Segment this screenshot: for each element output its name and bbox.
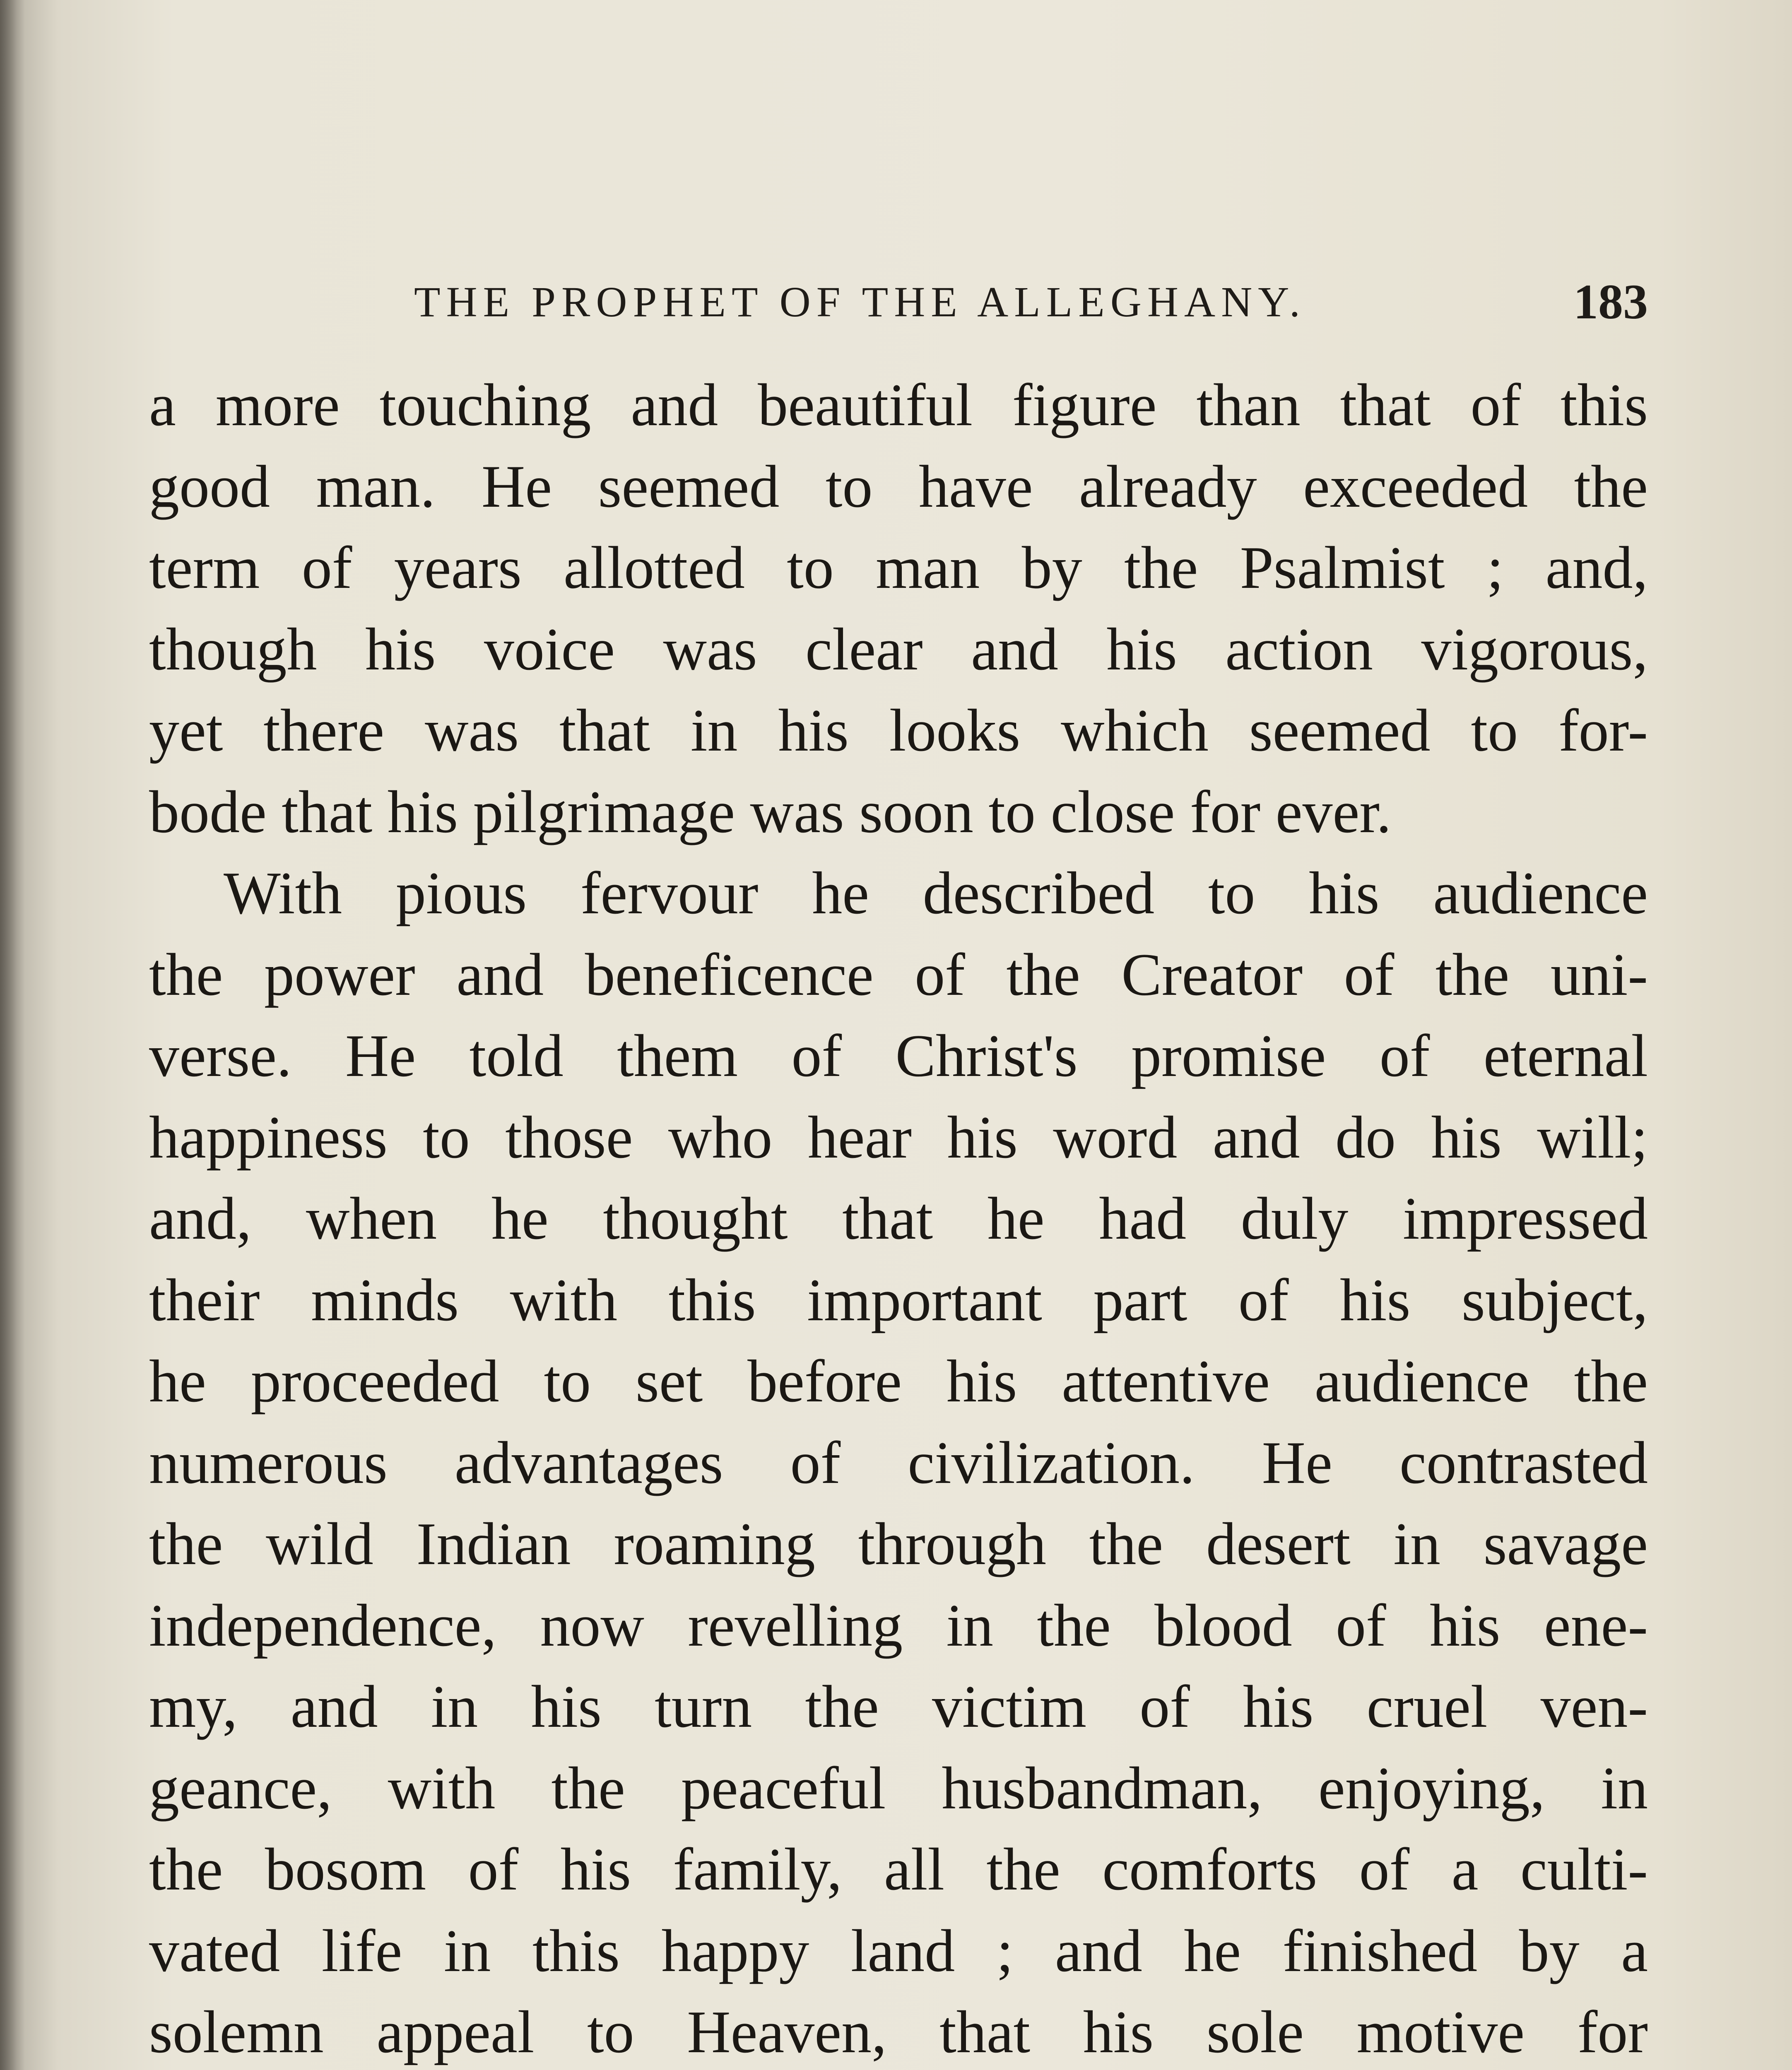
text-line: their minds with this important part of his subject, — [149, 1266, 1648, 1333]
paragraph — [149, 364, 1648, 852]
text-line: happiness to those who hear his word and do his will; — [149, 1103, 1648, 1171]
text-line: a more touching and beautiful figure than that of this — [149, 371, 1648, 438]
body-text — [149, 364, 1648, 2070]
running-head-title: THE PROPHET OF THE ALLEGHANY. — [414, 278, 1306, 326]
text-line: my, and in his turn the victim of his cruel ven- — [149, 1673, 1648, 1740]
text-line: though his voice was clear and his action vigorous, — [149, 615, 1648, 683]
text-line: the power and beneficence of the Creator of the uni- — [149, 941, 1648, 1008]
text-line: independence, now revelling in the blood of his ene- — [149, 1591, 1648, 1659]
spine-shadow — [0, 0, 25, 2070]
text-line: yet there was that in his looks which seemed to for- — [149, 697, 1648, 764]
paragraph — [149, 852, 1648, 2070]
text-line: vated life in this happy land ; and he finished by a — [149, 1917, 1648, 1984]
text-line: geance, with the peaceful husbandman, enjoying, in — [149, 1754, 1648, 1822]
text-line: verse. He told them of Christ's promise of eternal — [149, 1022, 1648, 1089]
text-line: term of years allotted to man by the Psalmist ; and, — [149, 534, 1648, 601]
text-line: the wild Indian roaming through the desert in savage — [149, 1510, 1648, 1577]
text-line: and, when he thought that he had duly impressed — [149, 1185, 1648, 1252]
page-number: 183 — [1573, 274, 1648, 329]
text-line: he proceeded to set before his attentive audience the — [149, 1348, 1648, 1415]
running-head — [149, 273, 1648, 331]
text-line: bode that his pilgrimage was soon to close for ever. — [149, 778, 1392, 845]
text-line: numerous advantages of civilization. He contrasted — [149, 1429, 1648, 1496]
text-line: With pious fervour he described to his audience — [224, 859, 1648, 927]
text-line: the bosom of his family, all the comforts of a culti- — [149, 1836, 1648, 1903]
text-line: good man. He seemed to have already exceeded the — [149, 453, 1648, 520]
text-line: solemn appeal to Heaven, that his sole motive for — [149, 1998, 1648, 2065]
